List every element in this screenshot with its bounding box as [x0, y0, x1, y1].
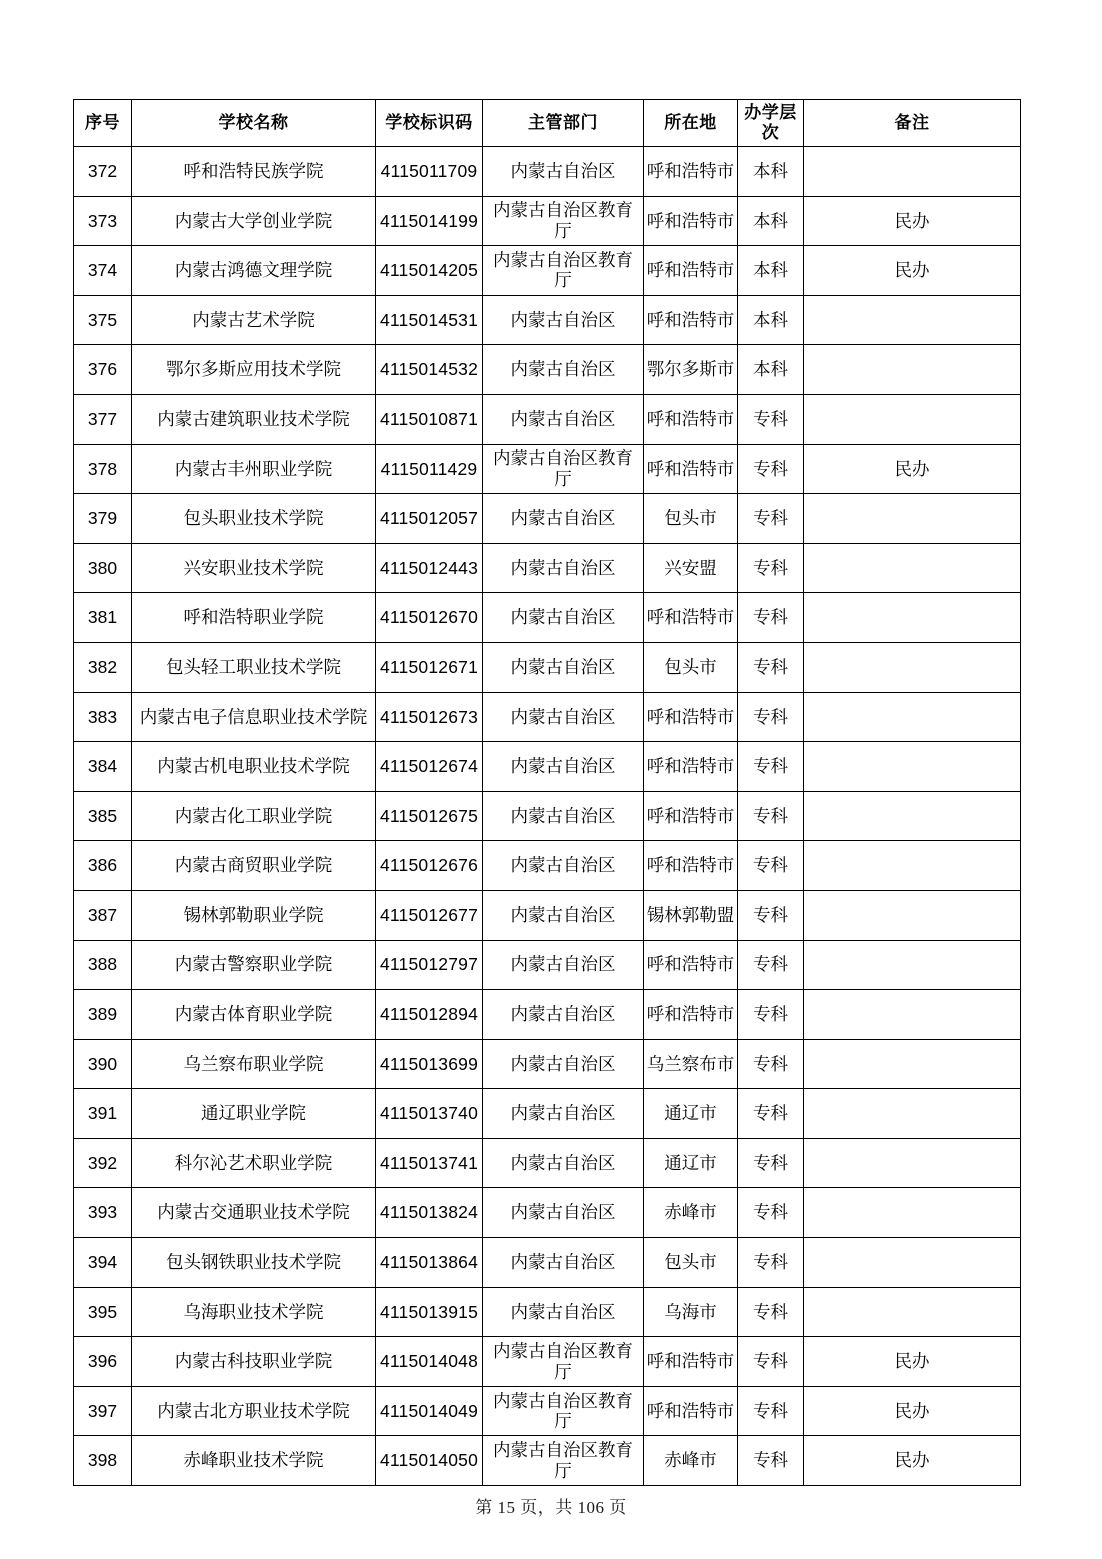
table-row	[74, 246, 1021, 296]
table-row	[74, 1188, 1021, 1238]
cell-school-name: 内蒙古艺术学院	[132, 295, 376, 345]
cell-education-level: 专科	[738, 444, 804, 494]
cell-school-code: 4115014049	[376, 1386, 483, 1436]
cell-location: 通辽市	[644, 1138, 738, 1188]
cell-governing-department: 内蒙古自治区	[483, 642, 644, 692]
cell-governing-department: 内蒙古自治区教育厅	[483, 1436, 644, 1486]
cell-governing-department: 内蒙古自治区教育厅	[483, 246, 644, 296]
cell-remarks	[804, 1238, 1021, 1288]
cell-school-code: 4115010871	[376, 394, 483, 444]
cell-governing-department: 内蒙古自治区	[483, 1287, 644, 1337]
cell-location: 通辽市	[644, 1089, 738, 1139]
cell-governing-department: 内蒙古自治区教育厅	[483, 444, 644, 494]
cell-governing-department: 内蒙古自治区	[483, 742, 644, 792]
cell-education-level: 专科	[738, 791, 804, 841]
column-header-education-level: 办学层次	[738, 100, 804, 147]
table-header	[74, 100, 1021, 147]
cell-serial-number: 392	[74, 1138, 132, 1188]
cell-school-name: 内蒙古丰州职业学院	[132, 444, 376, 494]
cell-remarks	[804, 147, 1021, 197]
cell-school-code: 4115013824	[376, 1188, 483, 1238]
table-row	[74, 1337, 1021, 1387]
cell-education-level: 专科	[738, 1188, 804, 1238]
cell-school-code: 4115013864	[376, 1238, 483, 1288]
cell-remarks	[804, 345, 1021, 395]
table-row	[74, 1089, 1021, 1139]
cell-school-name: 内蒙古建筑职业技术学院	[132, 394, 376, 444]
table-row	[74, 394, 1021, 444]
cell-location: 呼和浩特市	[644, 940, 738, 990]
cell-education-level: 专科	[738, 1386, 804, 1436]
table-row	[74, 1138, 1021, 1188]
cell-school-code: 4115014199	[376, 196, 483, 246]
cell-school-code: 4115014048	[376, 1337, 483, 1387]
cell-school-name: 通辽职业学院	[132, 1089, 376, 1139]
cell-location: 呼和浩特市	[644, 394, 738, 444]
cell-school-name: 锡林郭勒职业学院	[132, 890, 376, 940]
cell-location: 赤峰市	[644, 1436, 738, 1486]
cell-remarks	[804, 1039, 1021, 1089]
cell-governing-department: 内蒙古自治区	[483, 593, 644, 643]
cell-remarks: 民办	[804, 1337, 1021, 1387]
cell-remarks: 民办	[804, 1386, 1021, 1436]
cell-governing-department: 内蒙古自治区	[483, 394, 644, 444]
cell-serial-number: 395	[74, 1287, 132, 1337]
cell-governing-department: 内蒙古自治区	[483, 1138, 644, 1188]
cell-education-level: 专科	[738, 940, 804, 990]
cell-school-name: 赤峰职业技术学院	[132, 1436, 376, 1486]
cell-governing-department: 内蒙古自治区	[483, 295, 644, 345]
cell-school-code: 4115014050	[376, 1436, 483, 1486]
cell-remarks	[804, 742, 1021, 792]
cell-location: 呼和浩特市	[644, 147, 738, 197]
cell-governing-department: 内蒙古自治区	[483, 1188, 644, 1238]
cell-school-code: 4115012677	[376, 890, 483, 940]
cell-education-level: 专科	[738, 1436, 804, 1486]
cell-education-level: 本科	[738, 147, 804, 197]
cell-education-level: 专科	[738, 1238, 804, 1288]
cell-location: 呼和浩特市	[644, 593, 738, 643]
cell-serial-number: 393	[74, 1188, 132, 1238]
cell-governing-department: 内蒙古自治区	[483, 791, 644, 841]
cell-school-name: 鄂尔多斯应用技术学院	[132, 345, 376, 395]
cell-serial-number: 378	[74, 444, 132, 494]
cell-serial-number: 381	[74, 593, 132, 643]
table-row	[74, 1287, 1021, 1337]
cell-school-code: 4115013740	[376, 1089, 483, 1139]
cell-remarks	[804, 494, 1021, 544]
cell-location: 兴安盟	[644, 543, 738, 593]
cell-school-name: 包头轻工职业技术学院	[132, 642, 376, 692]
cell-education-level: 本科	[738, 196, 804, 246]
cell-remarks: 民办	[804, 196, 1021, 246]
cell-governing-department: 内蒙古自治区	[483, 147, 644, 197]
table-row	[74, 196, 1021, 246]
cell-serial-number: 376	[74, 345, 132, 395]
cell-governing-department: 内蒙古自治区	[483, 841, 644, 891]
cell-serial-number: 382	[74, 642, 132, 692]
cell-school-name: 内蒙古鸿德文理学院	[132, 246, 376, 296]
cell-school-code: 4115012674	[376, 742, 483, 792]
cell-serial-number: 388	[74, 940, 132, 990]
cell-governing-department: 内蒙古自治区教育厅	[483, 196, 644, 246]
table-row	[74, 444, 1021, 494]
school-list-table	[73, 99, 1021, 1486]
cell-remarks	[804, 1188, 1021, 1238]
cell-education-level: 专科	[738, 642, 804, 692]
cell-school-code: 4115012670	[376, 593, 483, 643]
cell-education-level: 专科	[738, 841, 804, 891]
cell-education-level: 专科	[738, 1089, 804, 1139]
cell-school-name: 内蒙古化工职业学院	[132, 791, 376, 841]
cell-remarks: 民办	[804, 1436, 1021, 1486]
table-row	[74, 1436, 1021, 1486]
cell-school-code: 4115013741	[376, 1138, 483, 1188]
cell-school-code: 4115014205	[376, 246, 483, 296]
cell-school-code: 4115012057	[376, 494, 483, 544]
cell-education-level: 专科	[738, 990, 804, 1040]
cell-education-level: 专科	[738, 1337, 804, 1387]
table-row	[74, 593, 1021, 643]
cell-remarks: 民办	[804, 444, 1021, 494]
cell-serial-number: 387	[74, 890, 132, 940]
cell-remarks	[804, 692, 1021, 742]
cell-remarks	[804, 791, 1021, 841]
cell-serial-number: 379	[74, 494, 132, 544]
cell-location: 呼和浩特市	[644, 791, 738, 841]
cell-serial-number: 385	[74, 791, 132, 841]
cell-serial-number: 375	[74, 295, 132, 345]
cell-remarks: 民办	[804, 246, 1021, 296]
column-header-school-name: 学校名称	[132, 100, 376, 147]
cell-governing-department: 内蒙古自治区	[483, 345, 644, 395]
table-row	[74, 543, 1021, 593]
cell-school-code: 4115011709	[376, 147, 483, 197]
cell-school-name: 内蒙古商贸职业学院	[132, 841, 376, 891]
cell-education-level: 专科	[738, 692, 804, 742]
cell-serial-number: 394	[74, 1238, 132, 1288]
cell-serial-number: 380	[74, 543, 132, 593]
cell-serial-number: 398	[74, 1436, 132, 1486]
cell-school-code: 4115012673	[376, 692, 483, 742]
cell-serial-number: 390	[74, 1039, 132, 1089]
cell-serial-number: 396	[74, 1337, 132, 1387]
cell-location: 呼和浩特市	[644, 1386, 738, 1436]
cell-remarks	[804, 394, 1021, 444]
cell-school-name: 乌兰察布职业学院	[132, 1039, 376, 1089]
cell-location: 锡林郭勒盟	[644, 890, 738, 940]
cell-governing-department: 内蒙古自治区教育厅	[483, 1386, 644, 1436]
cell-education-level: 专科	[738, 1287, 804, 1337]
cell-school-name: 科尔沁艺术职业学院	[132, 1138, 376, 1188]
table-row	[74, 1238, 1021, 1288]
cell-location: 呼和浩特市	[644, 692, 738, 742]
table-row	[74, 890, 1021, 940]
cell-location: 呼和浩特市	[644, 295, 738, 345]
cell-serial-number: 384	[74, 742, 132, 792]
cell-education-level: 专科	[738, 1138, 804, 1188]
cell-school-name: 内蒙古警察职业学院	[132, 940, 376, 990]
cell-school-name: 内蒙古交通职业技术学院	[132, 1188, 376, 1238]
table-row	[74, 642, 1021, 692]
cell-school-name: 呼和浩特职业学院	[132, 593, 376, 643]
cell-school-name: 内蒙古体育职业学院	[132, 990, 376, 1040]
cell-serial-number: 391	[74, 1089, 132, 1139]
cell-governing-department: 内蒙古自治区	[483, 940, 644, 990]
cell-location: 乌兰察布市	[644, 1039, 738, 1089]
cell-remarks	[804, 642, 1021, 692]
cell-school-name: 包头职业技术学院	[132, 494, 376, 544]
table-header-row	[74, 100, 1021, 147]
cell-governing-department: 内蒙古自治区	[483, 1039, 644, 1089]
cell-remarks	[804, 1089, 1021, 1139]
table-row	[74, 147, 1021, 197]
cell-remarks	[804, 295, 1021, 345]
column-header-school-code: 学校标识码	[376, 100, 483, 147]
table-row	[74, 841, 1021, 891]
cell-school-name: 内蒙古北方职业技术学院	[132, 1386, 376, 1436]
cell-school-code: 4115012671	[376, 642, 483, 692]
table-row	[74, 990, 1021, 1040]
cell-remarks	[804, 1287, 1021, 1337]
cell-school-name: 内蒙古电子信息职业技术学院	[132, 692, 376, 742]
cell-school-name: 乌海职业技术学院	[132, 1287, 376, 1337]
cell-remarks	[804, 1138, 1021, 1188]
cell-education-level: 专科	[738, 742, 804, 792]
column-header-governing-department: 主管部门	[483, 100, 644, 147]
cell-governing-department: 内蒙古自治区	[483, 1238, 644, 1288]
cell-location: 呼和浩特市	[644, 1337, 738, 1387]
cell-serial-number: 389	[74, 990, 132, 1040]
cell-serial-number: 374	[74, 246, 132, 296]
column-header-location: 所在地	[644, 100, 738, 147]
table-body	[74, 147, 1021, 1486]
cell-location: 呼和浩特市	[644, 246, 738, 296]
cell-school-name: 兴安职业技术学院	[132, 543, 376, 593]
cell-location: 包头市	[644, 642, 738, 692]
cell-school-code: 4115014531	[376, 295, 483, 345]
cell-school-code: 4115012675	[376, 791, 483, 841]
table-row	[74, 1039, 1021, 1089]
table-row	[74, 494, 1021, 544]
cell-location: 呼和浩特市	[644, 841, 738, 891]
cell-governing-department: 内蒙古自治区	[483, 990, 644, 1040]
cell-governing-department: 内蒙古自治区	[483, 890, 644, 940]
cell-remarks	[804, 940, 1021, 990]
cell-school-name: 内蒙古大学创业学院	[132, 196, 376, 246]
cell-school-code: 4115014532	[376, 345, 483, 395]
cell-serial-number: 372	[74, 147, 132, 197]
cell-governing-department: 内蒙古自治区	[483, 494, 644, 544]
cell-governing-department: 内蒙古自治区	[483, 692, 644, 742]
cell-school-name: 内蒙古科技职业学院	[132, 1337, 376, 1387]
cell-remarks	[804, 890, 1021, 940]
cell-school-code: 4115012797	[376, 940, 483, 990]
cell-education-level: 专科	[738, 494, 804, 544]
cell-serial-number: 386	[74, 841, 132, 891]
cell-serial-number: 383	[74, 692, 132, 742]
cell-school-code: 4115013915	[376, 1287, 483, 1337]
column-header-remarks: 备注	[804, 100, 1021, 147]
cell-education-level: 本科	[738, 246, 804, 296]
cell-education-level: 专科	[738, 543, 804, 593]
cell-serial-number: 377	[74, 394, 132, 444]
cell-education-level: 专科	[738, 394, 804, 444]
cell-location: 包头市	[644, 1238, 738, 1288]
cell-school-code: 4115012676	[376, 841, 483, 891]
cell-education-level: 专科	[738, 593, 804, 643]
cell-school-name: 呼和浩特民族学院	[132, 147, 376, 197]
cell-serial-number: 373	[74, 196, 132, 246]
cell-governing-department: 内蒙古自治区	[483, 543, 644, 593]
table-row	[74, 345, 1021, 395]
cell-education-level: 本科	[738, 345, 804, 395]
cell-location: 呼和浩特市	[644, 196, 738, 246]
cell-education-level: 专科	[738, 890, 804, 940]
cell-location: 赤峰市	[644, 1188, 738, 1238]
cell-governing-department: 内蒙古自治区教育厅	[483, 1337, 644, 1387]
cell-school-code: 4115012443	[376, 543, 483, 593]
cell-location: 鄂尔多斯市	[644, 345, 738, 395]
cell-school-name: 内蒙古机电职业技术学院	[132, 742, 376, 792]
table-row	[74, 791, 1021, 841]
cell-school-code: 4115013699	[376, 1039, 483, 1089]
column-header-serial-number: 序号	[74, 100, 132, 147]
cell-education-level: 本科	[738, 295, 804, 345]
table-row	[74, 940, 1021, 990]
table-row	[74, 742, 1021, 792]
cell-remarks	[804, 990, 1021, 1040]
cell-remarks	[804, 593, 1021, 643]
table-row	[74, 1386, 1021, 1436]
cell-school-code: 4115012894	[376, 990, 483, 1040]
school-list-table-container	[73, 99, 1020, 1486]
page-footer: 第 15 页，共 106 页	[475, 1498, 627, 1517]
table-row	[74, 295, 1021, 345]
cell-education-level: 专科	[738, 1039, 804, 1089]
cell-school-name: 包头钢铁职业技术学院	[132, 1238, 376, 1288]
cell-governing-department: 内蒙古自治区	[483, 1089, 644, 1139]
cell-remarks	[804, 543, 1021, 593]
cell-school-code: 4115011429	[376, 444, 483, 494]
table-row	[74, 692, 1021, 742]
cell-location: 呼和浩特市	[644, 444, 738, 494]
cell-remarks	[804, 841, 1021, 891]
cell-location: 包头市	[644, 494, 738, 544]
cell-location: 呼和浩特市	[644, 742, 738, 792]
cell-location: 呼和浩特市	[644, 990, 738, 1040]
cell-serial-number: 397	[74, 1386, 132, 1436]
cell-location: 乌海市	[644, 1287, 738, 1337]
